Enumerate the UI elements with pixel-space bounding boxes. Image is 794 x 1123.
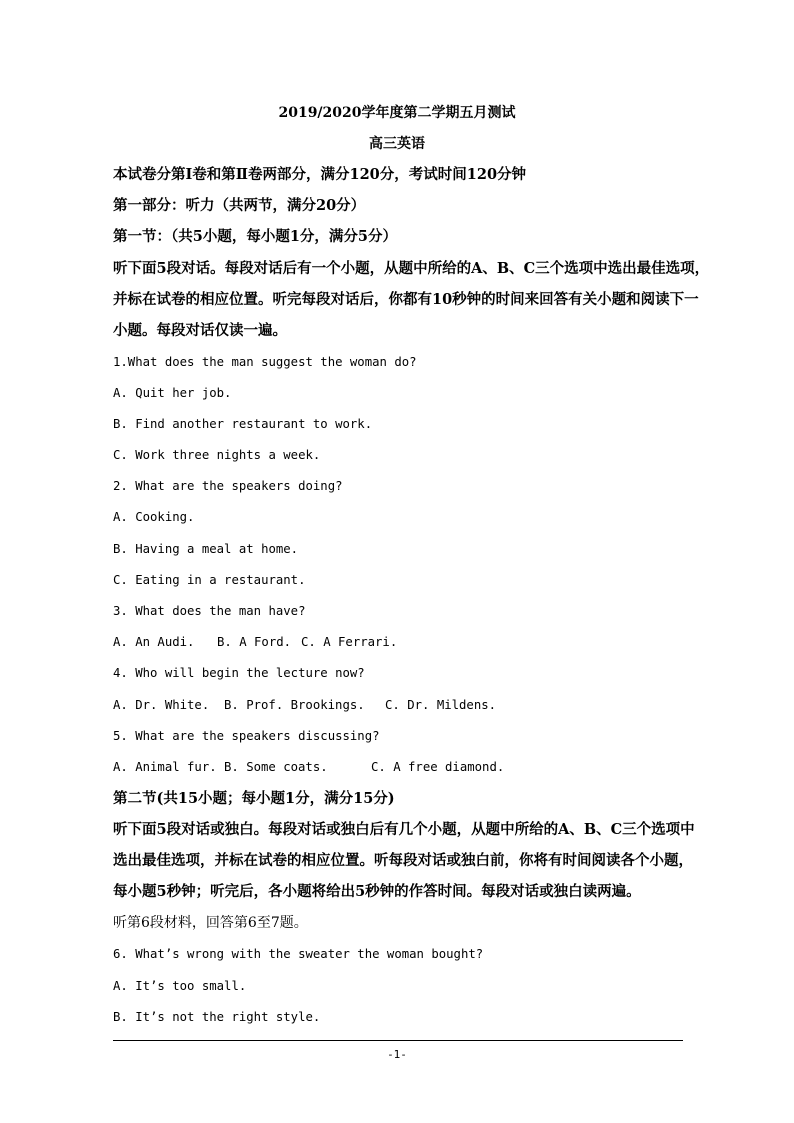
question-option: A. It’s too small.	[113, 979, 247, 993]
section1-instructions-line: 并标在试卷的相应位置。听完每段对话后，你都有10秒钟的时间来回答有关小题和阅读下一	[113, 291, 699, 308]
question-option: B. Find another restaurant to work.	[113, 417, 373, 431]
question-stem: 6. What’s wrong with the sweater the woman bought?	[113, 947, 484, 961]
section2-instructions-line: 每小题5秒钟；听完后，各小题将给出5秒钟的作答时间。每段对话或独白读两遍。	[113, 883, 641, 900]
section1-heading: 第一节：（共5小题，每小题1分，满分5分）	[113, 228, 398, 245]
question-stem: 1.What does the man suggest the woman do?	[113, 355, 417, 369]
section1-instructions-line: 听下面5段对话。每段对话后有一个小题，从题中所给的A、B、C三个选项中选出最佳选项，	[113, 260, 710, 277]
question-options-row	[113, 632, 397, 652]
question-stem: 5. What are the speakers discussing?	[113, 729, 380, 743]
footer-divider	[113, 1040, 683, 1041]
question-option: C. Eating in a restaurant.	[113, 573, 306, 587]
question-options-row	[113, 757, 504, 777]
question-options-row	[113, 695, 496, 715]
page-number: -1-	[387, 1048, 407, 1061]
question-option: A. Quit her job.	[113, 386, 232, 400]
question-stem: 3. What does the man have?	[113, 604, 306, 618]
question-option: B. Having a meal at home.	[113, 542, 299, 556]
exam-intro: 本试卷分第Ⅰ卷和第Ⅱ卷两部分，满分120分，考试时间120分钟	[113, 166, 527, 183]
question-option: A. Dr. White.	[113, 698, 210, 712]
question-option: C. A Ferrari.	[301, 635, 398, 649]
section2-heading: 第二节(共15小题；每小题1分，满分15分)	[113, 790, 395, 807]
question-stem: 2. What are the speakers doing?	[113, 479, 343, 493]
question-option: A. Cooking.	[113, 510, 195, 524]
section2-instructions-line: 听下面5段对话或独白。每段对话或独白后有几个小题，从题中所给的A、B、C三个选项中	[113, 821, 695, 838]
question-option: B. Some coats.	[224, 760, 328, 774]
question-option: B. It’s not the right style.	[113, 1010, 321, 1024]
part1-heading: 第一部分：听力（共两节，满分20分）	[113, 197, 366, 214]
exam-subject: 高三英语	[369, 136, 425, 152]
question-option: B. Prof. Brookings.	[224, 698, 365, 712]
question-option: A. An Audi.	[113, 635, 195, 649]
exam-title: 2019/2020学年度第二学期五月测试	[278, 105, 516, 121]
section1-instructions-line: 小题。每段对话仅读一遍。	[113, 322, 287, 339]
question-option: C. Work three nights a week.	[113, 448, 321, 462]
question-option: A. Animal fur.	[113, 760, 217, 774]
section2-instructions-line: 选出最佳选项，并标在试卷的相应位置。听每段对话或独白前，你将有时间阅读各个小题，	[113, 852, 693, 869]
question-option: C. A free diamond.	[371, 760, 505, 774]
question-stem: 4. Who will begin the lecture now?	[113, 666, 365, 680]
question-option: C. Dr. Mildens.	[385, 698, 497, 712]
question-option: B. A Ford.	[217, 635, 292, 649]
material-note: 听第6段材料，回答第6至7题。	[113, 915, 308, 931]
